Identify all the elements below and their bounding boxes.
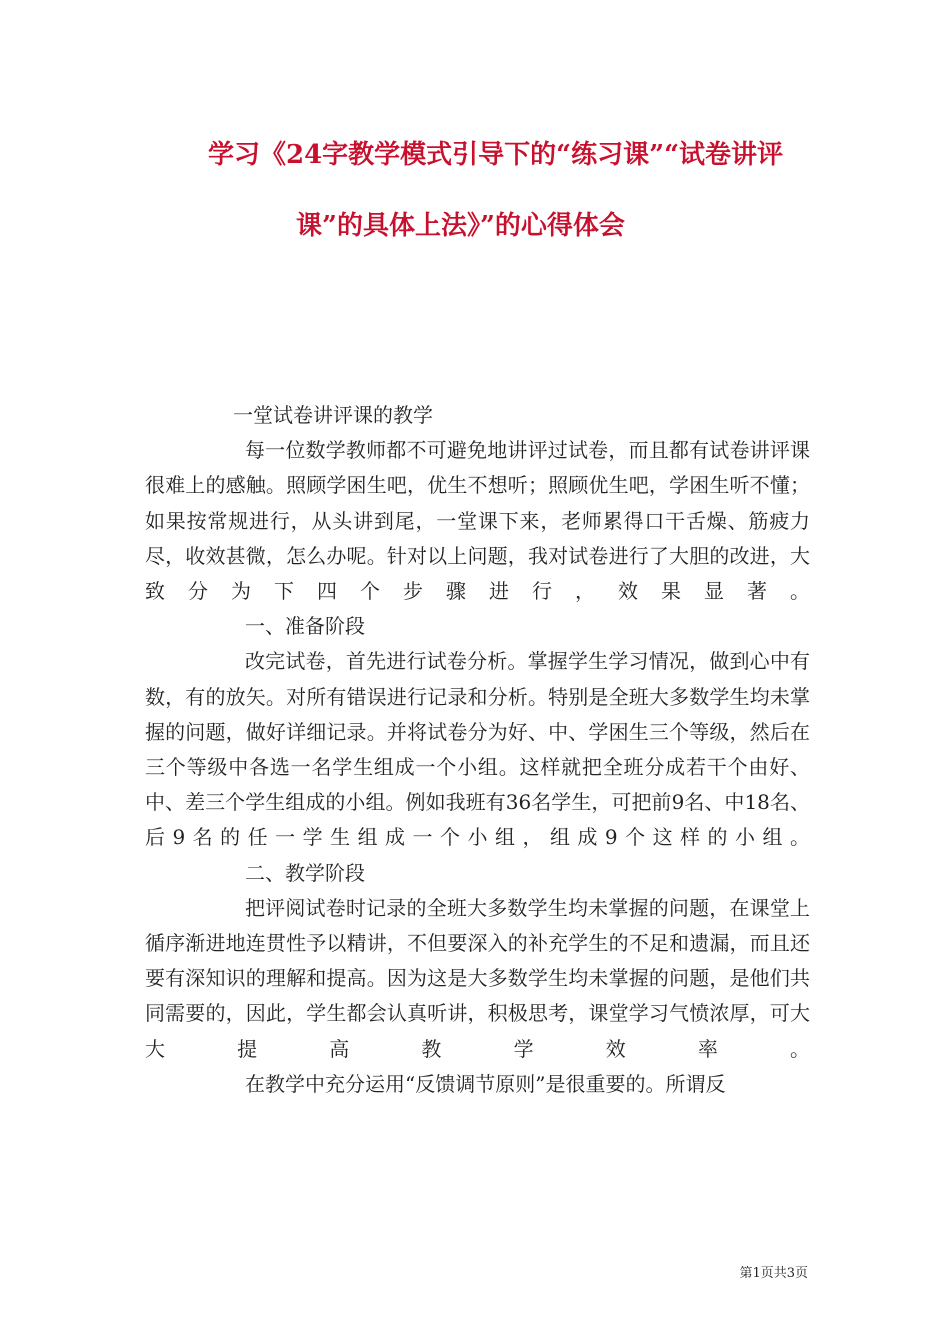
section-heading-teaching: 二、教学阶段: [245, 860, 365, 885]
page-number: 第1页共3页: [739, 1266, 808, 1281]
document-title-line-1: 学习《24字教学模式引导下的“练习课”“试卷讲评: [208, 140, 784, 170]
subtitle: 一堂试卷讲评课的教学: [233, 403, 433, 427]
section-heading-preparation: 一、准备阶段: [245, 614, 365, 639]
paragraph-feedback: 在教学中充分运用“反馈调节原则”是很重要的。所谓反: [245, 1071, 726, 1096]
paragraph-teaching: 把评阅试卷时记录的全班大多数学生均未掌握的问题，在课堂上循序渐进地连贯性予以精讲，不但要深入的补充学生的不足和遗漏，而且还要有深知识的理解和提高。因为这是大多数学生均未掌握的问题，是他们共同需要的，因此，学生都会认真听讲，积极思考，课堂学习气愤浓厚，可大大提高教学效率。: [145, 895, 810, 1061]
document-title-line-2: 课”的具体上法》”的心得体会: [296, 211, 625, 241]
paragraph-intro: 每一位数学教师都不可避免地讲评过试卷，而且都有试卷讲评课很难上的感触。照顾学困生吧，优生不想听；照顾优生吧，学困生听不懂；如果按常规进行，从头讲到尾，一堂课下来，老师累得口干舌燥、筋疲力尽，收效甚微，怎么办呢。针对以上问题，我对试卷进行了大胆的改进，大致分为下四个步骤进行，效果显著。: [145, 438, 810, 604]
document-body: [145, 398, 810, 1102]
paragraph-preparation: 改完试卷，首先进行试卷分析。掌握学生学习情况，做到心中有数，有的放矢。对所有错误进行记录和分析。特别是全班大多数学生均未掌握的问题，做好详细记录。并将试卷分为好、中、学困生三个等级，然后在三个等级中各选一名学生组成一个小组。这样就把全班分成若干个由好、中、差三个学生组成的小组。例如我班有36名学生，可把前9名、中18名、后9名的任一学生组成一个小组，组成9个这样的小组。: [145, 649, 810, 850]
